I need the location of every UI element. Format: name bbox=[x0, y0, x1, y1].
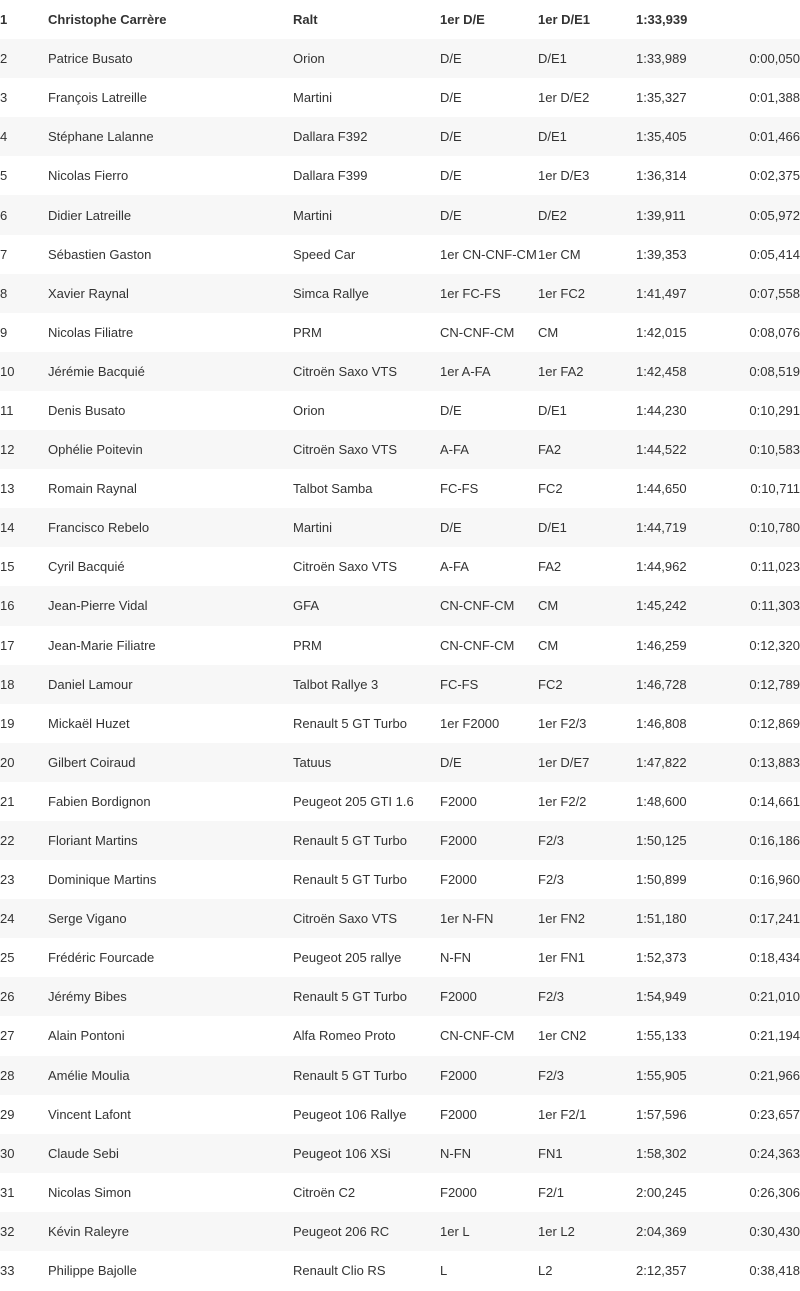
class-cell: FC2 bbox=[538, 481, 563, 497]
group-cell: D/E bbox=[440, 207, 462, 223]
car-model-cell: Renault 5 GT Turbo bbox=[293, 715, 407, 731]
class-cell: D/E1 bbox=[538, 51, 567, 67]
group-cell: A-FA bbox=[440, 442, 469, 458]
car-model-cell: Renault 5 GT Turbo bbox=[293, 989, 407, 1005]
group-cell: D/E bbox=[440, 129, 462, 145]
group-cell: L bbox=[440, 1263, 448, 1279]
position-cell: 20 bbox=[0, 754, 15, 770]
car-model-cell: Citroën Saxo VTS bbox=[293, 911, 398, 927]
gap-cell: 0:14,661 bbox=[749, 793, 800, 809]
gap-cell: 0:30,430 bbox=[749, 1223, 800, 1239]
driver-name-cell: Dominique Martins bbox=[48, 872, 157, 888]
driver-name-cell: Christophe Carrère bbox=[48, 12, 167, 28]
time-cell: 1:47,822 bbox=[636, 754, 687, 770]
time-cell: 1:39,353 bbox=[636, 246, 687, 262]
table-row bbox=[0, 665, 800, 704]
class-cell: 1er F2/3 bbox=[538, 715, 587, 731]
gap-cell: 0:08,076 bbox=[749, 324, 800, 340]
driver-name-cell: Xavier Raynal bbox=[48, 285, 129, 301]
group-cell: D/E bbox=[440, 168, 462, 184]
table-row bbox=[0, 704, 800, 743]
driver-name-cell: Daniel Lamour bbox=[48, 676, 133, 692]
table-row bbox=[0, 430, 800, 469]
gap-cell: 0:17,241 bbox=[749, 911, 800, 927]
class-cell: F2/3 bbox=[538, 872, 565, 888]
group-cell: A-FA bbox=[440, 559, 469, 575]
gap-cell: 0:16,186 bbox=[749, 833, 800, 849]
class-cell: 1er FC2 bbox=[538, 285, 585, 301]
driver-name-cell: Cyril Bacquié bbox=[48, 559, 125, 575]
class-cell: FA2 bbox=[538, 559, 562, 575]
class-cell: D/E2 bbox=[538, 207, 567, 223]
car-model-cell: Orion bbox=[293, 51, 325, 67]
class-cell: D/E1 bbox=[538, 520, 567, 536]
position-cell: 27 bbox=[0, 1028, 15, 1044]
time-cell: 2:12,357 bbox=[636, 1263, 687, 1279]
time-cell: 1:41,497 bbox=[636, 285, 687, 301]
time-cell: 1:52,373 bbox=[636, 950, 687, 966]
gap-cell: 0:10,711 bbox=[750, 481, 800, 497]
time-cell: 1:42,458 bbox=[636, 363, 687, 379]
car-model-cell: Speed Car bbox=[293, 246, 356, 262]
class-cell: FN1 bbox=[538, 1145, 563, 1161]
group-cell: F2000 bbox=[440, 1184, 477, 1200]
position-cell: 15 bbox=[0, 559, 15, 575]
class-cell: 1er FN2 bbox=[538, 911, 585, 927]
group-cell: F2000 bbox=[440, 989, 477, 1005]
driver-name-cell: Jérémy Bibes bbox=[48, 989, 127, 1005]
class-cell: 1er D/E7 bbox=[538, 754, 590, 770]
car-model-cell: PRM bbox=[293, 324, 322, 340]
time-cell: 1:35,405 bbox=[636, 129, 687, 145]
group-cell: D/E bbox=[440, 402, 462, 418]
driver-name-cell: Amélie Moulia bbox=[48, 1067, 130, 1083]
class-cell: 1er D/E2 bbox=[538, 90, 590, 106]
group-cell: 1er CN-CNF-CM bbox=[440, 246, 537, 262]
class-cell: FC2 bbox=[538, 676, 563, 692]
gap-cell: 0:38,418 bbox=[749, 1263, 800, 1279]
gap-cell: 0:12,789 bbox=[749, 676, 800, 692]
time-cell: 1:44,522 bbox=[636, 442, 687, 458]
driver-name-cell: Stéphane Lalanne bbox=[48, 129, 154, 145]
driver-name-cell: Vincent Lafont bbox=[48, 1106, 131, 1122]
car-model-cell: Martini bbox=[293, 90, 333, 106]
car-model-cell: Martini bbox=[293, 520, 333, 536]
group-cell: F2000 bbox=[440, 1067, 477, 1083]
time-cell: 1:54,949 bbox=[636, 989, 687, 1005]
group-cell: N-FN bbox=[440, 1145, 472, 1161]
table-row bbox=[0, 352, 800, 391]
class-cell: 1er FN1 bbox=[538, 950, 585, 966]
position-cell: 10 bbox=[0, 363, 15, 379]
class-cell: F2/1 bbox=[538, 1184, 565, 1200]
table-row bbox=[0, 117, 800, 156]
time-cell: 1:50,125 bbox=[636, 833, 687, 849]
car-model-cell: Dallara F399 bbox=[293, 168, 368, 184]
table-row bbox=[0, 977, 800, 1016]
group-cell: D/E bbox=[440, 90, 462, 106]
time-cell: 1:44,962 bbox=[636, 559, 687, 575]
position-cell: 30 bbox=[0, 1145, 15, 1161]
position-cell: 31 bbox=[0, 1184, 15, 1200]
driver-name-cell: Alain Pontoni bbox=[48, 1028, 125, 1044]
class-cell: 1er F2/2 bbox=[538, 793, 587, 809]
position-cell: 28 bbox=[0, 1067, 15, 1083]
position-cell: 11 bbox=[0, 402, 14, 418]
group-cell: 1er A-FA bbox=[440, 363, 491, 379]
gap-cell: 0:01,388 bbox=[749, 90, 800, 106]
gap-cell: 0:18,434 bbox=[749, 950, 800, 966]
gap-cell: 0:21,010 bbox=[749, 989, 800, 1005]
table-row bbox=[0, 821, 800, 860]
gap-cell: 0:10,583 bbox=[749, 442, 800, 458]
table-row bbox=[0, 626, 800, 665]
driver-name-cell: Floriant Martins bbox=[48, 833, 138, 849]
class-cell: F2/3 bbox=[538, 833, 565, 849]
time-cell: 1:44,650 bbox=[636, 481, 687, 497]
table-row bbox=[0, 313, 800, 352]
table-row bbox=[0, 469, 800, 508]
time-cell: 1:48,600 bbox=[636, 793, 687, 809]
position-cell: 14 bbox=[0, 520, 15, 536]
table-row bbox=[0, 0, 800, 39]
position-cell: 18 bbox=[0, 676, 15, 692]
time-cell: 2:04,369 bbox=[636, 1223, 687, 1239]
table-row bbox=[0, 1212, 800, 1251]
class-cell: CM bbox=[538, 598, 559, 614]
position-cell: 7 bbox=[0, 246, 8, 262]
table-row bbox=[0, 195, 800, 234]
position-cell: 1 bbox=[0, 12, 8, 28]
driver-name-cell: François Latreille bbox=[48, 90, 147, 106]
car-model-cell: Dallara F392 bbox=[293, 129, 368, 145]
car-model-cell: Peugeot 205 rallye bbox=[293, 950, 402, 966]
gap-cell: 0:02,375 bbox=[749, 168, 800, 184]
table-row bbox=[0, 78, 800, 117]
gap-cell: 0:00,050 bbox=[749, 51, 800, 67]
class-cell: FA2 bbox=[538, 442, 562, 458]
table-row bbox=[0, 274, 800, 313]
class-cell: 1er CN2 bbox=[538, 1028, 587, 1044]
group-cell: CN-CNF-CM bbox=[440, 598, 515, 614]
driver-name-cell: Jérémie Bacquié bbox=[48, 363, 145, 379]
table-row bbox=[0, 508, 800, 547]
gap-cell: 0:10,780 bbox=[749, 520, 800, 536]
car-model-cell: PRM bbox=[293, 637, 322, 653]
class-cell: 1er F2/1 bbox=[538, 1106, 587, 1122]
time-cell: 1:44,719 bbox=[636, 520, 687, 536]
position-cell: 4 bbox=[0, 129, 8, 145]
gap-cell: 0:23,657 bbox=[749, 1106, 800, 1122]
table-row bbox=[0, 156, 800, 195]
time-cell: 1:46,808 bbox=[636, 715, 687, 731]
position-cell: 26 bbox=[0, 989, 15, 1005]
car-model-cell: Citroën C2 bbox=[293, 1184, 356, 1200]
time-cell: 1:55,905 bbox=[636, 1067, 687, 1083]
table-row bbox=[0, 938, 800, 977]
gap-cell: 0:12,869 bbox=[749, 715, 800, 731]
driver-name-cell: Sébastien Gaston bbox=[48, 246, 152, 262]
class-cell: 1er CM bbox=[538, 246, 581, 262]
gap-cell: 0:12,320 bbox=[749, 637, 800, 653]
gap-cell: 0:01,466 bbox=[749, 129, 800, 145]
driver-name-cell: Kévin Raleyre bbox=[48, 1223, 129, 1239]
time-cell: 1:51,180 bbox=[636, 911, 687, 927]
class-cell: D/E1 bbox=[538, 402, 567, 418]
driver-name-cell: Denis Busato bbox=[48, 402, 126, 418]
position-cell: 8 bbox=[0, 285, 8, 301]
group-cell: F2000 bbox=[440, 793, 477, 809]
gap-cell: 0:05,972 bbox=[749, 207, 800, 223]
class-cell: CM bbox=[538, 637, 559, 653]
table-row bbox=[0, 1134, 800, 1173]
table-row bbox=[0, 860, 800, 899]
time-cell: 1:46,259 bbox=[636, 637, 687, 653]
position-cell: 24 bbox=[0, 911, 15, 927]
group-cell: F2000 bbox=[440, 1106, 477, 1122]
class-cell: 1er L2 bbox=[538, 1223, 575, 1239]
position-cell: 19 bbox=[0, 715, 15, 731]
table-row bbox=[0, 586, 800, 625]
group-cell: F2000 bbox=[440, 833, 477, 849]
time-cell: 1:33,989 bbox=[636, 51, 687, 67]
table-row bbox=[0, 1251, 800, 1290]
table-row bbox=[0, 1173, 800, 1212]
car-model-cell: Alfa Romeo Proto bbox=[293, 1028, 396, 1044]
position-cell: 6 bbox=[0, 207, 8, 223]
group-cell: CN-CNF-CM bbox=[440, 1028, 515, 1044]
table-row bbox=[0, 1056, 800, 1095]
driver-name-cell: Patrice Busato bbox=[48, 51, 133, 67]
class-cell: 1er FA2 bbox=[538, 363, 584, 379]
time-cell: 1:57,596 bbox=[636, 1106, 687, 1122]
position-cell: 17 bbox=[0, 637, 15, 653]
class-cell: D/E1 bbox=[538, 129, 567, 145]
group-cell: 1er D/E bbox=[440, 12, 485, 28]
group-cell: N-FN bbox=[440, 950, 472, 966]
driver-name-cell: Nicolas Filiatre bbox=[48, 324, 134, 340]
car-model-cell: Tatuus bbox=[293, 754, 332, 770]
driver-name-cell: Ophélie Poitevin bbox=[48, 442, 143, 458]
driver-name-cell: Romain Raynal bbox=[48, 481, 137, 497]
car-model-cell: Orion bbox=[293, 402, 325, 418]
driver-name-cell: Philippe Bajolle bbox=[48, 1263, 137, 1279]
car-model-cell: Ralt bbox=[293, 12, 318, 28]
driver-name-cell: Didier Latreille bbox=[48, 207, 132, 223]
table-row bbox=[0, 1016, 800, 1055]
gap-cell: 0:08,519 bbox=[749, 363, 800, 379]
class-cell: L2 bbox=[538, 1263, 553, 1279]
position-cell: 12 bbox=[0, 442, 15, 458]
group-cell: CN-CNF-CM bbox=[440, 637, 515, 653]
car-model-cell: Citroën Saxo VTS bbox=[293, 559, 398, 575]
class-cell: 1er D/E1 bbox=[538, 12, 591, 28]
time-cell: 1:39,911 bbox=[636, 207, 686, 223]
table-row bbox=[0, 391, 800, 430]
time-cell: 1:36,314 bbox=[636, 168, 687, 184]
car-model-cell: Peugeot 106 Rallye bbox=[293, 1106, 407, 1122]
time-cell: 1:44,230 bbox=[636, 402, 687, 418]
car-model-cell: Renault 5 GT Turbo bbox=[293, 1067, 407, 1083]
car-model-cell: GFA bbox=[293, 598, 320, 614]
gap-cell: 0:11,303 bbox=[750, 598, 800, 614]
car-model-cell: Citroën Saxo VTS bbox=[293, 442, 398, 458]
gap-cell: 0:21,194 bbox=[749, 1028, 800, 1044]
table-row bbox=[0, 1095, 800, 1134]
time-cell: 1:42,015 bbox=[636, 324, 687, 340]
gap-cell bbox=[729, 0, 800, 39]
group-cell: 1er F2000 bbox=[440, 715, 500, 731]
group-cell: D/E bbox=[440, 51, 462, 67]
position-cell: 3 bbox=[0, 90, 8, 106]
gap-cell: 0:07,558 bbox=[749, 285, 800, 301]
group-cell: 1er L bbox=[440, 1223, 470, 1239]
gap-cell: 0:11,023 bbox=[750, 559, 800, 575]
car-model-cell: Martini bbox=[293, 207, 333, 223]
car-model-cell: Simca Rallye bbox=[293, 285, 369, 301]
time-cell: 1:50,899 bbox=[636, 872, 687, 888]
gap-cell: 0:21,966 bbox=[749, 1067, 800, 1083]
car-model-cell: Renault 5 GT Turbo bbox=[293, 833, 407, 849]
table-row bbox=[0, 39, 800, 78]
car-model-cell: Citroën Saxo VTS bbox=[293, 363, 398, 379]
driver-name-cell: Gilbert Coiraud bbox=[48, 754, 136, 770]
car-model-cell: Talbot Rallye 3 bbox=[293, 676, 379, 692]
position-cell: 32 bbox=[0, 1223, 15, 1239]
driver-name-cell: Frédéric Fourcade bbox=[48, 950, 155, 966]
group-cell: FC-FS bbox=[440, 676, 479, 692]
position-cell: 5 bbox=[0, 168, 8, 184]
car-model-cell: Renault Clio RS bbox=[293, 1263, 386, 1279]
gap-cell: 0:10,291 bbox=[749, 402, 800, 418]
gap-cell: 0:05,414 bbox=[749, 246, 800, 262]
position-cell: 21 bbox=[0, 793, 15, 809]
class-cell: 1er D/E3 bbox=[538, 168, 590, 184]
position-cell: 25 bbox=[0, 950, 15, 966]
driver-name-cell: Jean-Pierre Vidal bbox=[48, 598, 148, 614]
driver-name-cell: Francisco Rebelo bbox=[48, 520, 150, 536]
position-cell: 2 bbox=[0, 51, 8, 67]
table-row bbox=[0, 899, 800, 938]
driver-name-cell: Claude Sebi bbox=[48, 1145, 119, 1161]
position-cell: 23 bbox=[0, 872, 15, 888]
position-cell: 22 bbox=[0, 833, 15, 849]
class-cell: F2/3 bbox=[538, 989, 565, 1005]
position-cell: 33 bbox=[0, 1263, 15, 1279]
table-row bbox=[0, 235, 800, 274]
gap-cell: 0:24,363 bbox=[749, 1145, 800, 1161]
car-model-cell: Renault 5 GT Turbo bbox=[293, 872, 407, 888]
class-cell: CM bbox=[538, 324, 559, 340]
group-cell: CN-CNF-CM bbox=[440, 324, 515, 340]
position-cell: 29 bbox=[0, 1106, 15, 1122]
driver-name-cell: Jean-Marie Filiatre bbox=[48, 637, 156, 653]
car-model-cell: Peugeot 206 RC bbox=[293, 1223, 390, 1239]
position-cell: 13 bbox=[0, 481, 15, 497]
group-cell: 1er N-FN bbox=[440, 911, 494, 927]
time-cell: 1:58,302 bbox=[636, 1145, 687, 1161]
driver-name-cell: Nicolas Simon bbox=[48, 1184, 132, 1200]
group-cell: 1er FC-FS bbox=[440, 285, 501, 301]
table-row bbox=[0, 782, 800, 821]
gap-cell: 0:26,306 bbox=[749, 1184, 800, 1200]
driver-name-cell: Serge Vigano bbox=[48, 911, 127, 927]
time-cell: 1:45,242 bbox=[636, 598, 687, 614]
driver-name-cell: Nicolas Fierro bbox=[48, 168, 129, 184]
class-cell: F2/3 bbox=[538, 1067, 565, 1083]
time-cell: 2:00,245 bbox=[636, 1184, 687, 1200]
position-cell: 16 bbox=[0, 598, 15, 614]
time-cell: 1:33,939 bbox=[636, 12, 688, 28]
group-cell: D/E bbox=[440, 754, 462, 770]
table-row bbox=[0, 547, 800, 586]
driver-name-cell: Fabien Bordignon bbox=[48, 793, 151, 809]
group-cell: D/E bbox=[440, 520, 462, 536]
car-model-cell: Peugeot 205 GTI 1.6 bbox=[293, 793, 414, 809]
group-cell: F2000 bbox=[440, 872, 477, 888]
time-cell: 1:35,327 bbox=[636, 90, 687, 106]
table-row bbox=[0, 743, 800, 782]
car-model-cell: Talbot Samba bbox=[293, 481, 373, 497]
gap-cell: 0:13,883 bbox=[749, 754, 800, 770]
car-model-cell: Peugeot 106 XSi bbox=[293, 1145, 391, 1161]
time-cell: 1:46,728 bbox=[636, 676, 687, 692]
gap-cell: 0:16,960 bbox=[749, 872, 800, 888]
time-cell: 1:55,133 bbox=[636, 1028, 687, 1044]
group-cell: FC-FS bbox=[440, 481, 479, 497]
driver-name-cell: Mickaël Huzet bbox=[48, 715, 130, 731]
position-cell: 9 bbox=[0, 324, 8, 340]
